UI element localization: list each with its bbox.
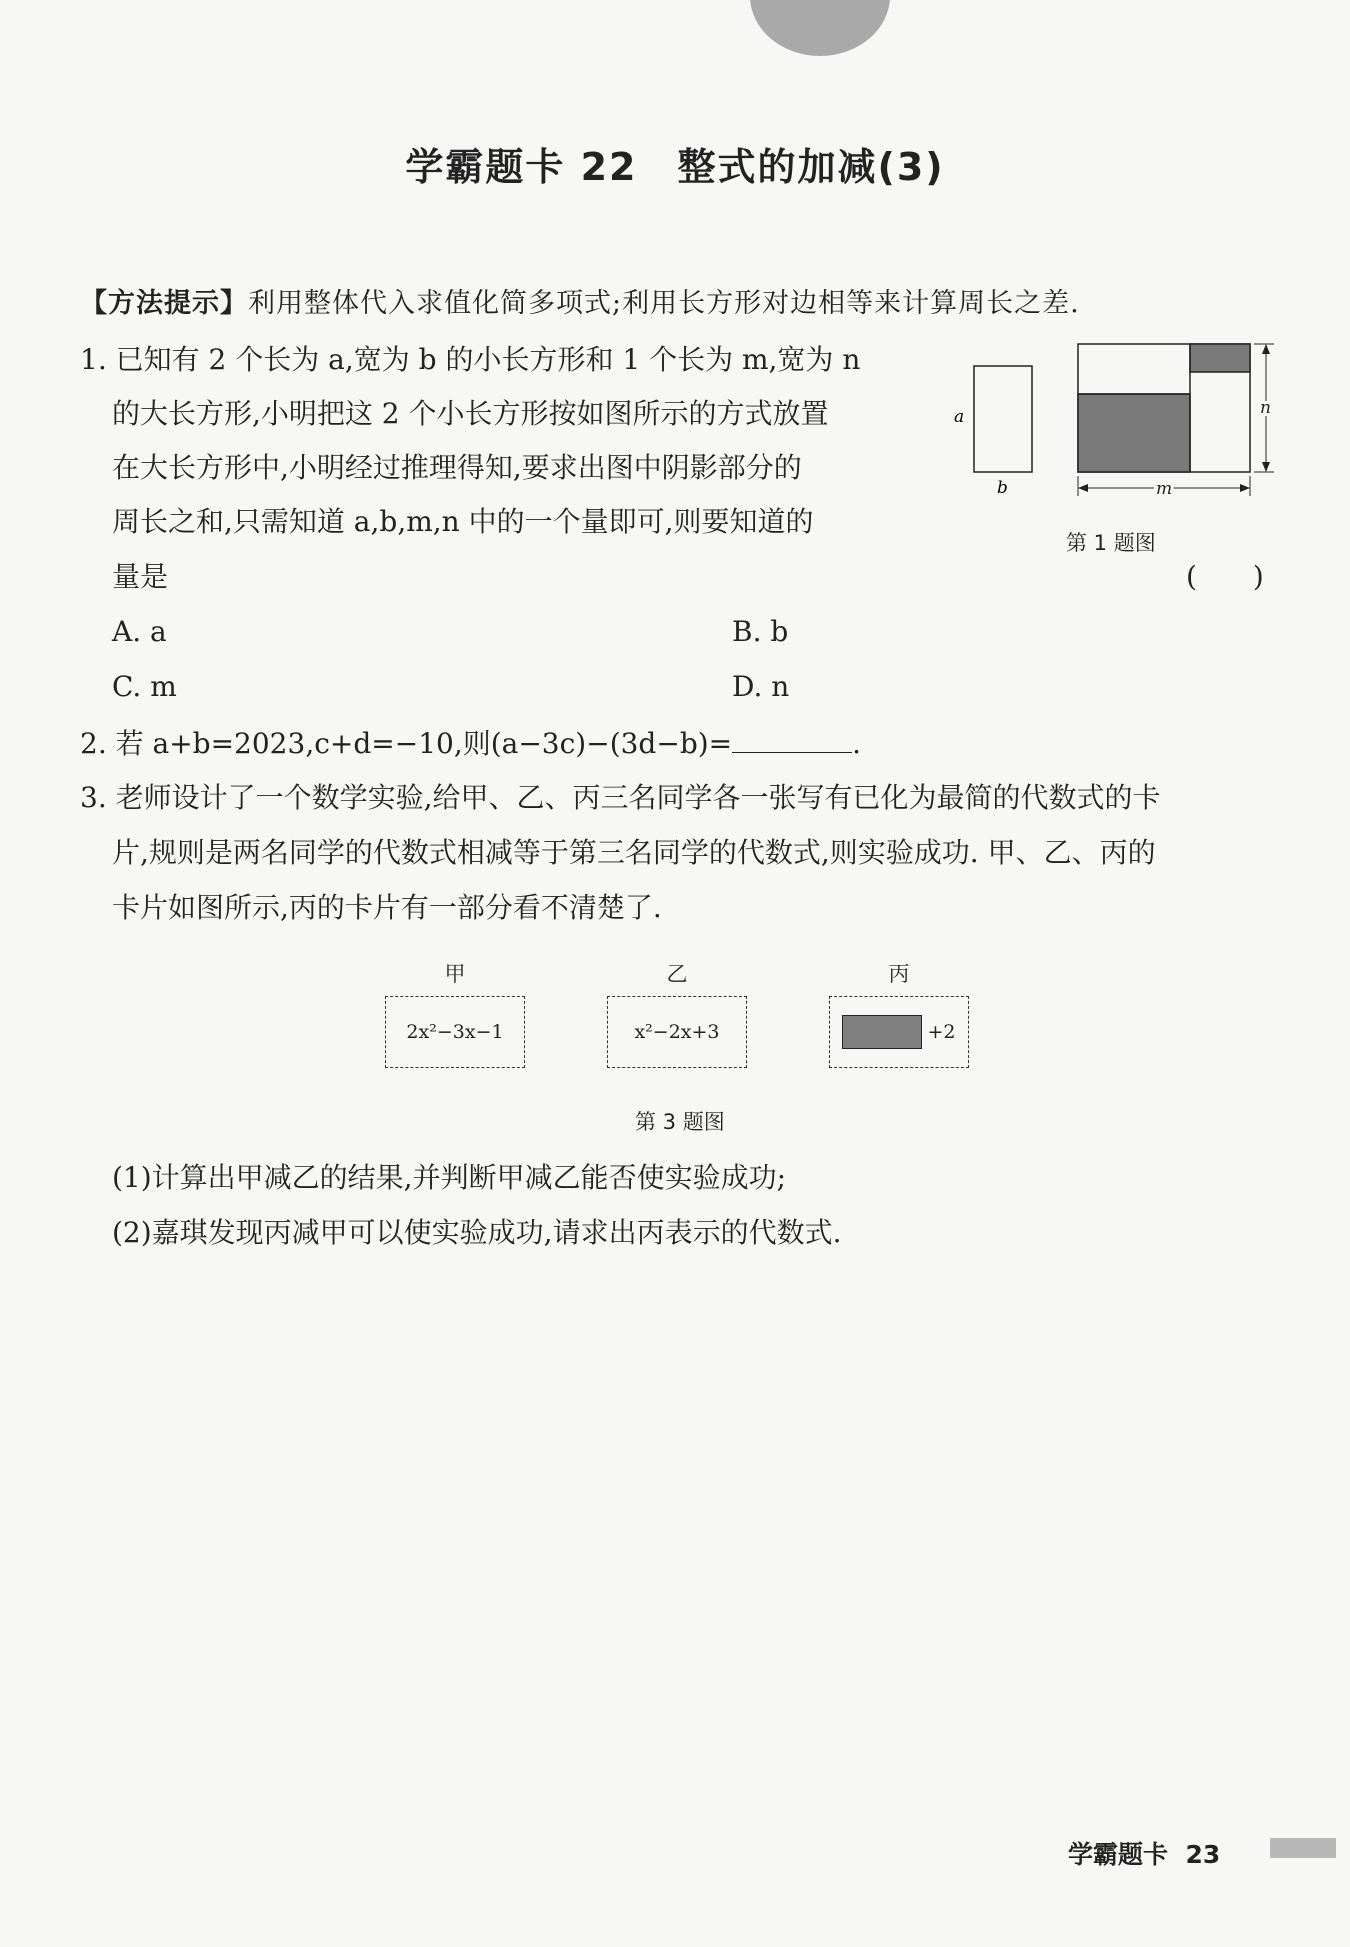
q3-subquestion-2: (2)嘉琪发现丙减甲可以使实验成功,请求出丙表示的代数式. xyxy=(112,1216,842,1249)
footer xyxy=(1068,1835,1220,1871)
card-label-bing: 丙 xyxy=(888,962,910,986)
footer-label: 学霸题卡 xyxy=(1068,1840,1169,1869)
shaded-region-bottom xyxy=(1078,394,1190,472)
q1-line-4: 周长之和,只需知道 a,b,m,n 中的一个量即可,则要知道的 xyxy=(112,505,814,538)
q1-option-d: D. n xyxy=(732,670,790,703)
card-jia xyxy=(385,996,525,1068)
q2 xyxy=(80,722,861,764)
q1-figure-caption: 第 1 题图 xyxy=(1066,531,1156,555)
shaded-region-top xyxy=(1190,344,1250,372)
q2-text: 2. 若 a+b=2023,c+d=−10,则(a−3c)−(3d−b)= xyxy=(80,727,733,760)
card-label-jia: 甲 xyxy=(444,962,466,986)
card-yi xyxy=(607,996,747,1068)
card-jia-expr: 2x²−3x−1 xyxy=(406,1021,504,1043)
q2-answer-blank xyxy=(732,722,852,753)
obscured-part xyxy=(842,1015,922,1049)
q3-figure-caption: 第 3 题图 xyxy=(635,1110,725,1134)
figure-label-a: a xyxy=(954,407,965,427)
method-tip xyxy=(80,284,1080,324)
q1-answer-paren: ( ) xyxy=(1186,560,1264,593)
q1-line-5: 量是 xyxy=(112,560,169,593)
page-number: 23 xyxy=(1185,1840,1221,1869)
card-yi-expr: x²−2x+3 xyxy=(634,1021,720,1043)
figure-label-m: m xyxy=(1156,479,1173,499)
page-tab-decoration xyxy=(750,0,890,56)
q1-line-3: 在大长方形中,小明经过推理得知,要求出图中阴影部分的 xyxy=(112,451,802,484)
q3-line-2: 片,规则是两名同学的代数式相减等于第三名同学的代数式,则实验成功. 甲、乙、丙的 xyxy=(112,836,1156,869)
card-bing xyxy=(829,996,969,1068)
q1-figure xyxy=(950,338,1280,508)
q1-option-c: C. m xyxy=(112,670,177,703)
page-title: 学霸题卡 22 整式的加减(3) xyxy=(405,145,945,189)
q1-option-b: B. b xyxy=(732,615,789,648)
method-tip-tag: 【方法提示】 xyxy=(80,288,248,319)
q3-subquestion-1: (1)计算出甲减乙的结果,并判断甲减乙能否使实验成功; xyxy=(112,1161,786,1194)
q1-option-a: A. a xyxy=(112,615,167,648)
card-bing-expr: +2 xyxy=(927,1021,956,1043)
footer-bar-decoration xyxy=(1270,1838,1336,1858)
method-tip-text: 利用整体代入求值化简多项式;利用长方形对边相等来计算周长之差. xyxy=(248,288,1080,319)
q2-end: . xyxy=(852,727,862,760)
q3-line-3: 卡片如图所示,丙的卡片有一部分看不清楚了. xyxy=(112,891,662,924)
figure-label-n: n xyxy=(1260,398,1271,418)
card-label-yi: 乙 xyxy=(666,962,688,986)
small-rectangle xyxy=(974,366,1032,472)
q1-line-2: 的大长方形,小明把这 2 个小长方形按如图所示的方式放置 xyxy=(112,397,829,430)
q3-line-1: 3. 老师设计了一个数学实验,给甲、乙、丙三名同学各一张写有已化为最简的代数式的卡 xyxy=(80,781,1161,814)
figure-label-b: b xyxy=(997,478,1008,498)
q1-line-1: 1. 已知有 2 个长为 a,宽为 b 的小长方形和 1 个长为 m,宽为 n xyxy=(80,343,861,376)
